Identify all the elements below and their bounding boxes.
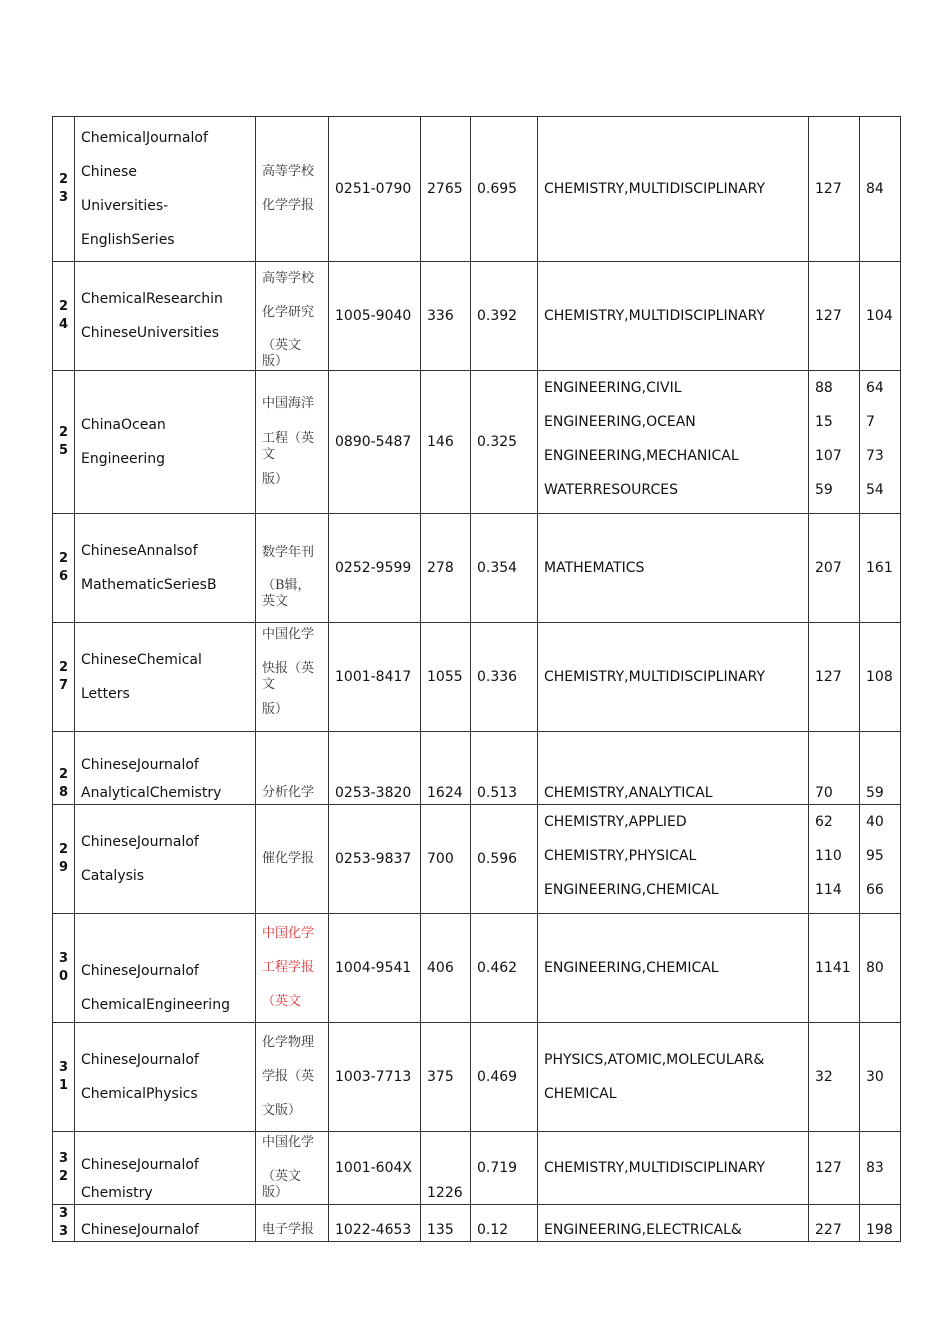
category: ENGINEERING,CIVIL ENGINEERING,OCEAN ENGINEERING,MECHANICAL WATERRESOURCES <box>538 371 809 514</box>
issn: 1005-9040 <box>329 262 421 371</box>
impact-factor: 0.354 <box>471 514 538 623</box>
issn: 1022-4653 <box>329 1205 421 1242</box>
category-total: 88 15 107 59 <box>809 371 860 514</box>
category-total: 227 <box>809 1205 860 1242</box>
category-total: 70 <box>809 732 860 805</box>
table-row <box>53 514 901 623</box>
impact-factor: 0.719 <box>471 1132 538 1205</box>
table-row <box>53 1205 901 1242</box>
row-number: 3 1 <box>53 1023 75 1132</box>
journal-name: ChineseJournalof Chemistry <box>75 1132 256 1205</box>
issn: 1004-9541 <box>329 914 421 1023</box>
citation-count: 146 <box>421 371 471 514</box>
journal-name: ChineseJournalof ChemicalPhysics <box>75 1023 256 1132</box>
citation-count: 700 <box>421 805 471 914</box>
category-total: 62 110 114 <box>809 805 860 914</box>
row-number: 3 2 <box>53 1132 75 1205</box>
category-rank: 83 <box>860 1132 901 1205</box>
chinese-title: 分析化学 <box>256 732 329 805</box>
category-total: 207 <box>809 514 860 623</box>
impact-factor: 0.12 <box>471 1205 538 1242</box>
category: CHEMISTRY,APPLIED CHEMISTRY,PHYSICAL ENGINEERING,CHEMICAL <box>538 805 809 914</box>
impact-factor: 0.695 <box>471 117 538 262</box>
issn: 0251-0790 <box>329 117 421 262</box>
citation-count: 406 <box>421 914 471 1023</box>
category: CHEMISTRY,MULTIDISCIPLINARY <box>538 262 809 371</box>
category: CHEMISTRY,MULTIDISCIPLINARY <box>538 623 809 732</box>
impact-factor: 0.325 <box>471 371 538 514</box>
chinese-title: 高等学校 化学研究 （英文 版） <box>256 262 329 371</box>
impact-factor: 0.469 <box>471 1023 538 1132</box>
issn: 0253-3820 <box>329 732 421 805</box>
issn: 1003-7713 <box>329 1023 421 1132</box>
table-row <box>53 914 901 1023</box>
category-total: 127 <box>809 1132 860 1205</box>
category-rank: 198 <box>860 1205 901 1242</box>
category: ENGINEERING,ELECTRICAL& <box>538 1205 809 1242</box>
table-row <box>53 262 901 371</box>
category-total: 127 <box>809 623 860 732</box>
category: MATHEMATICS <box>538 514 809 623</box>
issn: 1001-604X <box>329 1132 421 1205</box>
citation-count: 2765 <box>421 117 471 262</box>
journal-name: ChineseAnnalsof MathematicSeriesB <box>75 514 256 623</box>
row-number: 3 0 <box>53 914 75 1023</box>
journal-name: ChineseJournalof AnalyticalChemistry <box>75 732 256 805</box>
impact-factor: 0.513 <box>471 732 538 805</box>
chinese-title: 中国化学 工程学报 （英文 <box>256 914 329 1023</box>
category-rank: 80 <box>860 914 901 1023</box>
journal-name: ChineseChemical Letters <box>75 623 256 732</box>
category-rank: 64 7 73 54 <box>860 371 901 514</box>
citation-count: 135 <box>421 1205 471 1242</box>
row-number: 2 6 <box>53 514 75 623</box>
impact-factor: 0.596 <box>471 805 538 914</box>
citation-count: 1624 <box>421 732 471 805</box>
chinese-title: 中国化学 （英文 版） <box>256 1132 329 1205</box>
category: CHEMISTRY,ANALYTICAL <box>538 732 809 805</box>
citation-count: 1226 <box>421 1132 471 1205</box>
issn: 0252-9599 <box>329 514 421 623</box>
issn: 0890-5487 <box>329 371 421 514</box>
issn: 0253-9837 <box>329 805 421 914</box>
row-number: 2 4 <box>53 262 75 371</box>
journal-name: ChineseJournalof ChemicalEngineering <box>75 914 256 1023</box>
category-rank: 108 <box>860 623 901 732</box>
row-number: 3 3 <box>53 1205 75 1242</box>
impact-factor: 0.392 <box>471 262 538 371</box>
citation-count: 375 <box>421 1023 471 1132</box>
chinese-title: 中国海洋 工程（英 文 版） <box>256 371 329 514</box>
citation-count: 1055 <box>421 623 471 732</box>
impact-factor: 0.336 <box>471 623 538 732</box>
chinese-title: 催化学报 <box>256 805 329 914</box>
category-rank: 104 <box>860 262 901 371</box>
journal-name: ChemicalResearchin ChineseUniversities <box>75 262 256 371</box>
chinese-title: 数学年刊 （B辑， 英文 <box>256 514 329 623</box>
table-row <box>53 623 901 732</box>
table-row <box>53 117 901 262</box>
journal-table <box>52 116 901 1242</box>
chinese-title: 电子学报 <box>256 1205 329 1242</box>
citation-count: 336 <box>421 262 471 371</box>
category: ENGINEERING,CHEMICAL <box>538 914 809 1023</box>
table-row <box>53 805 901 914</box>
category: CHEMISTRY,MULTIDISCIPLINARY <box>538 117 809 262</box>
chinese-title: 中国化学 快报（英 文 版） <box>256 623 329 732</box>
category-total: 1141 <box>809 914 860 1023</box>
table-row <box>53 1023 901 1132</box>
issn: 1001-8417 <box>329 623 421 732</box>
journal-name: ChineseJournalof <box>75 1205 256 1242</box>
journal-name: ChemicalJournalof Chinese Universities- EnglishSeries <box>75 117 256 262</box>
category-total: 127 <box>809 262 860 371</box>
category-rank: 59 <box>860 732 901 805</box>
citation-count: 278 <box>421 514 471 623</box>
journal-name: ChinaOcean Engineering <box>75 371 256 514</box>
category: PHYSICS,ATOMIC,MOLECULAR& CHEMICAL <box>538 1023 809 1132</box>
category: CHEMISTRY,MULTIDISCIPLINARY <box>538 1132 809 1205</box>
row-number: 2 7 <box>53 623 75 732</box>
table-row <box>53 732 901 805</box>
chinese-title: 高等学校 化学学报 <box>256 117 329 262</box>
category-total: 127 <box>809 117 860 262</box>
journal-name: ChineseJournalof Catalysis <box>75 805 256 914</box>
impact-factor: 0.462 <box>471 914 538 1023</box>
table-row <box>53 371 901 514</box>
category-rank: 161 <box>860 514 901 623</box>
row-number: 2 3 <box>53 117 75 262</box>
category-rank: 84 <box>860 117 901 262</box>
category-total: 32 <box>809 1023 860 1132</box>
table-row <box>53 1132 901 1205</box>
row-number: 2 9 <box>53 805 75 914</box>
category-rank: 40 95 66 <box>860 805 901 914</box>
chinese-title: 化学物理 学报（英 文版） <box>256 1023 329 1132</box>
row-number: 2 8 <box>53 732 75 805</box>
category-rank: 30 <box>860 1023 901 1132</box>
row-number: 2 5 <box>53 371 75 514</box>
